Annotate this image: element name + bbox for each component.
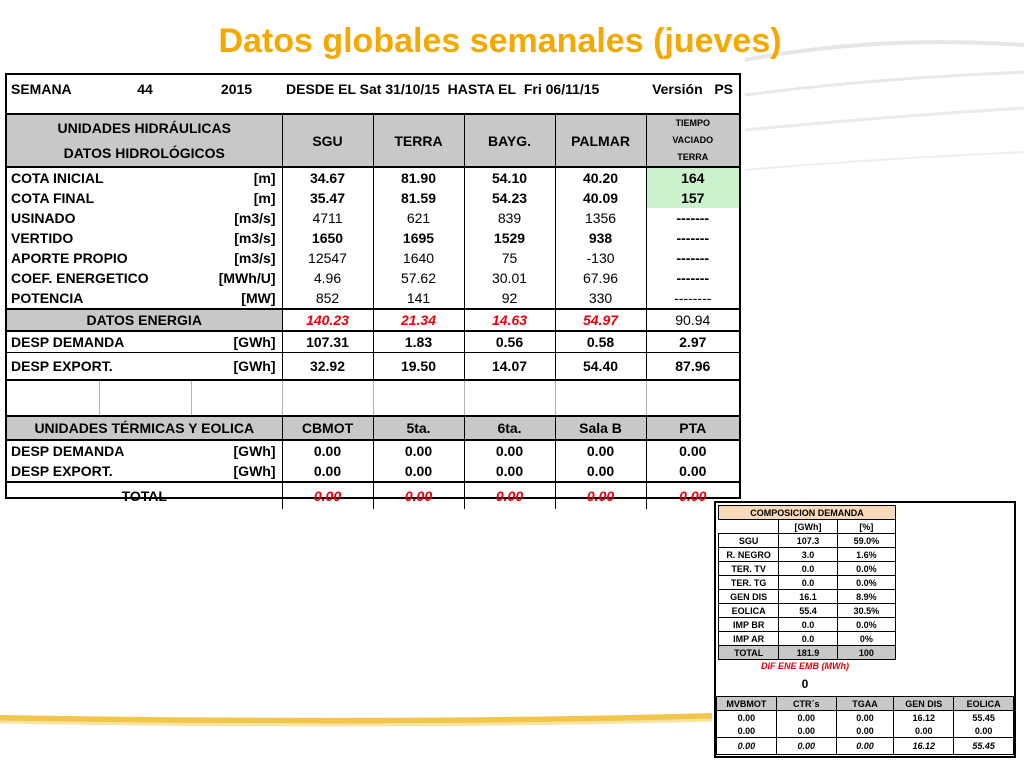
mv-header: EOLICA <box>954 697 1014 711</box>
composicion-label: TOTAL <box>719 646 779 660</box>
hydro-row <box>7 208 739 228</box>
hydro-row <box>7 288 739 309</box>
mv-value: 0.00 <box>776 711 836 725</box>
composicion-gwh: 0.0 <box>779 632 837 646</box>
empty-cell <box>99 380 191 416</box>
spacer-row <box>7 380 739 416</box>
value-terra: 621 <box>373 208 464 228</box>
value-terra: 141 <box>373 288 464 309</box>
composicion-label: GEN DIS <box>719 590 779 604</box>
value-cbmot: 0.00 <box>282 461 373 482</box>
composicion-pct: 0.0% <box>837 618 895 632</box>
thermal-row <box>7 440 739 461</box>
value-sgu: 4.96 <box>282 268 373 288</box>
empty-cell <box>7 380 99 416</box>
tiempo-line-3: TERRA <box>677 152 709 162</box>
composicion-pct: 100 <box>837 646 895 660</box>
value-bayg: 75 <box>464 248 555 268</box>
mv-header: TGAA <box>836 697 894 711</box>
row-unit: [m] <box>253 190 276 206</box>
composicion-pct: 59.0% <box>837 534 895 548</box>
desp-export-label: DESP EXPORT. <box>11 358 113 374</box>
mv-value: 0.00 <box>894 724 954 738</box>
row-unit: [m] <box>253 170 276 186</box>
mv-total-value: 0.00 <box>776 738 836 755</box>
mv-value: 0.00 <box>717 711 777 725</box>
value-extra: ------- <box>646 248 739 268</box>
col-5ta: 5ta. <box>373 416 464 440</box>
row-unit: [m3/s] <box>234 250 276 266</box>
value-terra: 57.62 <box>373 268 464 288</box>
composicion-label: IMP BR <box>719 618 779 632</box>
col-tiempo-vaciado <box>646 114 739 167</box>
energia-row <box>7 309 739 331</box>
thermal-row <box>7 461 739 482</box>
energia-value-palmar: 54.97 <box>555 309 646 331</box>
energia-value-sgu: 140.23 <box>282 309 373 331</box>
value-pta: 0.00 <box>646 440 739 461</box>
value-cbmot: 0.00 <box>282 440 373 461</box>
row-unit: [GWh] <box>233 463 276 479</box>
desp-demanda-extra: 2.97 <box>646 331 739 353</box>
value-bayg: 1529 <box>464 228 555 248</box>
desp-export-bayg: 14.07 <box>464 353 555 381</box>
mv-row <box>717 711 1014 725</box>
empty-cell <box>555 380 646 416</box>
row-label: VERTIDO <box>11 230 74 246</box>
composicion-label: TER. TV <box>719 562 779 576</box>
composicion-table <box>718 505 896 660</box>
composicion-label: EOLICA <box>719 604 779 618</box>
mv-total-value: 55.45 <box>954 738 1014 755</box>
mv-value: 0.00 <box>954 724 1014 738</box>
composicion-row <box>719 632 896 646</box>
value-sgu: 1650 <box>282 228 373 248</box>
row-label: USINADO <box>11 210 76 226</box>
energia-value-bayg: 14.63 <box>464 309 555 331</box>
desp-demanda-row <box>7 331 739 353</box>
col-pta: PTA <box>646 416 739 440</box>
row-label: COTA INICIAL <box>11 170 104 186</box>
value-extra: 157 <box>646 188 739 208</box>
composicion-row <box>719 562 896 576</box>
desp-export-sgu: 32.92 <box>282 353 373 381</box>
value-extra: ------- <box>646 208 739 228</box>
composicion-row <box>719 576 896 590</box>
desp-export-palmar: 54.40 <box>555 353 646 381</box>
energia-label: DATOS ENERGIA <box>7 309 282 331</box>
composicion-row <box>719 548 896 562</box>
composicion-gwh: 0.0 <box>779 576 837 590</box>
col-terra: TERRA <box>373 114 464 167</box>
col-pct: [%] <box>837 520 895 534</box>
header-row <box>7 75 739 103</box>
col-6ta: 6ta. <box>464 416 555 440</box>
hydro-row <box>7 268 739 288</box>
value-sala-b: 0.00 <box>555 461 646 482</box>
composicion-demanda-panel <box>714 501 1016 758</box>
mv-value: 0.00 <box>836 724 894 738</box>
row-label: POTENCIA <box>11 290 84 306</box>
mv-value: 0.00 <box>836 711 894 725</box>
row-label: COEF. ENERGETICO <box>11 270 149 286</box>
empty-cell <box>191 380 282 416</box>
composicion-gwh: 16.1 <box>779 590 837 604</box>
composicion-label: IMP AR <box>719 632 779 646</box>
hydro-title-1: UNIDADES HIDRÁULICAS <box>57 119 231 136</box>
total-cbmot: 0.00 <box>282 482 373 509</box>
mv-value: 0.00 <box>717 724 777 738</box>
total-label: TOTAL <box>121 488 167 504</box>
energia-value-terra: 21.34 <box>373 309 464 331</box>
mv-header: CTR´s <box>776 697 836 711</box>
composicion-row <box>719 604 896 618</box>
hydro-header-row <box>7 114 739 141</box>
row-unit: [m3/s] <box>234 210 276 226</box>
dif-ene-value: 0 <box>801 677 809 691</box>
desde-value: Sat 31/10/15 <box>359 81 440 97</box>
total-6ta: 0.00 <box>464 482 555 509</box>
value-5ta: 0.00 <box>373 461 464 482</box>
value-palmar: 40.20 <box>555 167 646 188</box>
mv-table <box>716 696 1014 755</box>
total-sala-b: 0.00 <box>555 482 646 509</box>
composicion-label: R. NEGRO <box>719 548 779 562</box>
value-palmar: -130 <box>555 248 646 268</box>
value-terra: 81.59 <box>373 188 464 208</box>
row-label: DESP EXPORT. <box>11 463 113 479</box>
mv-total-row <box>717 738 1014 755</box>
composicion-gwh: 0.0 <box>779 618 837 632</box>
value-5ta: 0.00 <box>373 440 464 461</box>
col-palmar: PALMAR <box>555 114 646 167</box>
desp-demanda-unit: [GWh] <box>233 334 276 350</box>
value-terra: 81.90 <box>373 167 464 188</box>
composicion-gwh: 3.0 <box>779 548 837 562</box>
composicion-title: COMPOSICION DEMANDA <box>719 506 896 520</box>
row-unit: [MWh/U] <box>218 270 276 286</box>
value-bayg: 92 <box>464 288 555 309</box>
mv-value: 55.45 <box>954 711 1014 725</box>
value-6ta: 0.00 <box>464 440 555 461</box>
composicion-gwh: 107.3 <box>779 534 837 548</box>
energia-value-extra: 90.94 <box>646 309 739 331</box>
value-sgu: 852 <box>282 288 373 309</box>
mv-header: MVBMOT <box>717 697 777 711</box>
total-row <box>7 482 739 509</box>
col-sgu: SGU <box>282 114 373 167</box>
mv-total-value: 0.00 <box>717 738 777 755</box>
composicion-gwh: 181.9 <box>779 646 837 660</box>
value-bayg: 839 <box>464 208 555 228</box>
col-sala-b: Sala B <box>555 416 646 440</box>
desp-demanda-bayg: 0.56 <box>464 331 555 353</box>
semana-value: 44 <box>137 81 153 97</box>
composicion-row <box>719 646 896 660</box>
composicion-label: TER. TG <box>719 576 779 590</box>
value-terra: 1640 <box>373 248 464 268</box>
mv-total-value: 0.00 <box>836 738 894 755</box>
empty-cell <box>464 380 555 416</box>
empty-cell <box>646 380 739 416</box>
value-palmar: 1356 <box>555 208 646 228</box>
desp-export-row <box>7 353 739 381</box>
weekly-data-table <box>5 73 741 504</box>
composicion-pct: 8.9% <box>837 590 895 604</box>
desde-label: DESDE EL <box>286 81 356 97</box>
hasta-label: HASTA EL <box>447 81 517 97</box>
mv-value: 0.00 <box>776 724 836 738</box>
mv-value: 16.12 <box>894 711 954 725</box>
value-extra: -------- <box>646 288 739 309</box>
version-label: Versión <box>652 81 703 97</box>
desp-export-terra: 19.50 <box>373 353 464 381</box>
thermal-title: UNIDADES TÉRMICAS Y EOLICA <box>34 420 255 436</box>
value-bayg: 30.01 <box>464 268 555 288</box>
value-6ta: 0.00 <box>464 461 555 482</box>
composicion-pct: 0% <box>837 632 895 646</box>
row-unit: [GWh] <box>233 443 276 459</box>
row-label: DESP DEMANDA <box>11 443 125 459</box>
value-pta: 0.00 <box>646 461 739 482</box>
total-pta: 0.00 <box>646 482 739 509</box>
row-label: COTA FINAL <box>11 190 95 206</box>
desp-demanda-sgu: 107.31 <box>282 331 373 353</box>
value-palmar: 938 <box>555 228 646 248</box>
empty-cell <box>282 380 373 416</box>
value-palmar: 67.96 <box>555 268 646 288</box>
composicion-gwh: 0.0 <box>779 562 837 576</box>
value-sgu: 4711 <box>282 208 373 228</box>
hydro-row <box>7 228 739 248</box>
composicion-label: SGU <box>719 534 779 548</box>
row-label: APORTE PROPIO <box>11 250 128 266</box>
composicion-row <box>719 618 896 632</box>
row-unit: [MW] <box>241 290 276 306</box>
composicion-row <box>719 590 896 604</box>
row-unit: [m3/s] <box>234 230 276 246</box>
composicion-gwh: 55.4 <box>779 604 837 618</box>
value-sala-b: 0.00 <box>555 440 646 461</box>
value-sgu: 35.47 <box>282 188 373 208</box>
hydro-row <box>7 248 739 268</box>
tiempo-line-1: TIEMPO <box>675 118 711 128</box>
hydro-row <box>7 188 739 208</box>
mv-row <box>717 724 1014 738</box>
hydro-row <box>7 167 739 188</box>
value-sgu: 12547 <box>282 248 373 268</box>
desp-demanda-palmar: 0.58 <box>555 331 646 353</box>
mv-total-value: 16.12 <box>894 738 954 755</box>
empty-cell <box>373 380 464 416</box>
year-value: 2015 <box>220 81 253 97</box>
semana-label: SEMANA <box>11 81 72 97</box>
date-range <box>282 75 600 103</box>
value-terra: 1695 <box>373 228 464 248</box>
col-bayg: BAYG. <box>464 114 555 167</box>
value-palmar: 330 <box>555 288 646 309</box>
value-extra: ------- <box>646 268 739 288</box>
desp-export-extra: 87.96 <box>646 353 739 381</box>
thermal-header-row <box>7 416 739 440</box>
value-bayg: 54.23 <box>464 188 555 208</box>
value-extra: 164 <box>646 167 739 188</box>
desp-demanda-terra: 1.83 <box>373 331 464 353</box>
hydro-title-2: DATOS HIDROLÓGICOS <box>63 145 225 162</box>
version-value: PS <box>714 81 734 97</box>
mv-header: GEN DIS <box>894 697 954 711</box>
page-title: Datos globales semanales (jueves) <box>218 22 782 60</box>
hasta-value: Fri 06/11/15 <box>523 81 600 97</box>
total-5ta: 0.00 <box>373 482 464 509</box>
value-palmar: 40.09 <box>555 188 646 208</box>
desp-export-unit: [GWh] <box>233 358 276 374</box>
composicion-pct: 0.0% <box>837 562 895 576</box>
value-extra: ------- <box>646 228 739 248</box>
col-cbmot: CBMOT <box>282 416 373 440</box>
composicion-pct: 30.5% <box>837 604 895 618</box>
dif-ene-label: DIF ENE EMB (MWh) <box>761 661 849 671</box>
composicion-pct: 1.6% <box>837 548 895 562</box>
desp-demanda-label: DESP DEMANDA <box>11 334 125 350</box>
empty-cell <box>719 520 779 534</box>
composicion-pct: 0.0% <box>837 576 895 590</box>
composicion-row <box>719 534 896 548</box>
value-sgu: 34.67 <box>282 167 373 188</box>
tiempo-line-2: VACIADO <box>672 135 714 145</box>
value-bayg: 54.10 <box>464 167 555 188</box>
col-gwh: [GWh] <box>779 520 837 534</box>
